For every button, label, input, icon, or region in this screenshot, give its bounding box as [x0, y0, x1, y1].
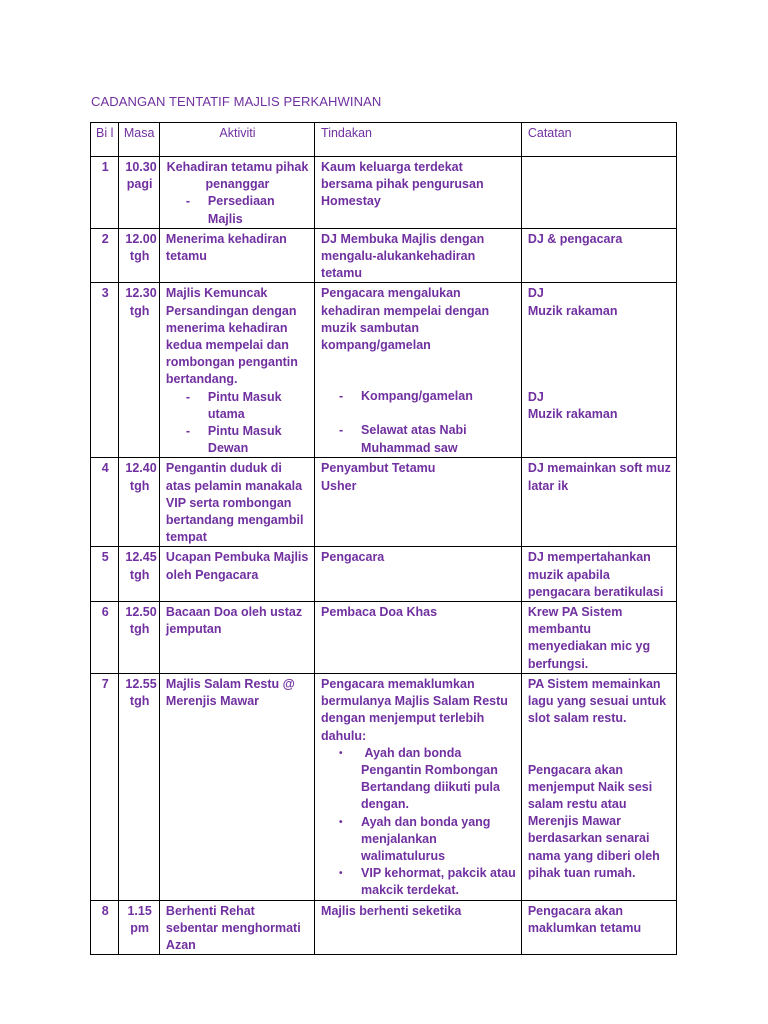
cell-tindakan	[315, 283, 522, 458]
bullet-text: Ayah dan bonda yang menjalankan walimatulurus	[361, 814, 491, 863]
cell-aktiviti: Bacaan Doa oleh ustaz jemputan	[159, 602, 314, 674]
cell-masa: 12.55 tgh	[119, 673, 160, 900]
cell-aktiviti	[159, 283, 314, 458]
table-row	[91, 458, 677, 547]
cell-bil: 4	[91, 458, 119, 547]
cell-catatan: Pengacara akan maklumkan tetamu	[521, 900, 676, 955]
dash-marker: -	[185, 194, 191, 209]
dash-item	[321, 388, 516, 405]
catatan-line: DJ	[527, 286, 544, 301]
table-row	[91, 228, 677, 283]
table-row	[91, 602, 677, 674]
dash-marker: -	[339, 423, 344, 438]
catatan-line: Muzik rakaman	[527, 407, 618, 422]
spacer	[321, 405, 516, 422]
spacer	[528, 320, 671, 389]
dash-text: Pintu Masuk Dewan	[207, 424, 282, 456]
header-masa: Masa	[119, 123, 160, 157]
cell-catatan	[521, 458, 676, 547]
cell-tindakan: Pengacara	[315, 547, 522, 602]
bullet-marker: •	[339, 816, 343, 828]
tindakan-text: Pengacara mengalukan kehadiran mempelai dengan muzik sambutan kompang/gamelan	[321, 286, 490, 353]
cell-tindakan: Kaum keluarga terdekat bersama pihak pengurusan Homestay	[315, 157, 522, 229]
catatan-line: DJ	[527, 389, 544, 404]
cell-aktiviti: Menerima kehadiran tetamu	[159, 228, 314, 283]
cell-catatan: Krew PA Sistem membantu menyediakan mic yg berfungsi.	[521, 602, 676, 674]
cell-bil: 8	[91, 900, 119, 955]
cell-tindakan: Pembaca Doa Khas	[315, 602, 522, 674]
cell-masa: 12.30 tgh	[119, 283, 160, 458]
header-bil: Bi l	[91, 123, 119, 157]
cell-masa: 12.00 tgh	[119, 228, 160, 283]
header-aktiviti: Aktiviti	[159, 123, 314, 157]
tindakan-line: Penyambut Tetamu	[321, 461, 436, 476]
cell-tindakan: DJ Membuka Majlis dengan mengalu-alukankehadiran tetamu	[315, 228, 522, 283]
table-row	[91, 157, 677, 229]
table-row	[91, 673, 677, 900]
cell-bil: 1	[91, 157, 119, 229]
cell-catatan	[521, 283, 676, 458]
dash-text: Selawat atas Nabi Muhammad saw	[361, 423, 467, 455]
cell-aktiviti: Berhenti Rehat sebentar menghormati Azan	[159, 900, 314, 955]
bullet-text: VIP kehormat, pakcik atau makcik terdekat.	[361, 866, 516, 898]
cell-masa: 12.40 tgh	[119, 458, 160, 547]
cell-tindakan	[315, 673, 522, 900]
table-header-row	[91, 123, 677, 157]
bullet-text: Ayah dan bonda Pengantin Rombongan Bertandang diikuti pula dengan.	[361, 745, 504, 812]
table-row	[91, 283, 677, 458]
cell-bil: 6	[91, 602, 119, 674]
cell-masa: 10.30 pagi	[119, 157, 160, 229]
catatan-line: latar ik	[527, 478, 569, 493]
cell-catatan	[521, 673, 676, 900]
dash-item	[166, 423, 309, 457]
catatan-line: Muzik rakaman	[527, 303, 618, 318]
cell-catatan: DJ & pengacara	[521, 228, 676, 283]
bullet-marker: •	[339, 868, 343, 880]
dash-text: Kompang/gamelan	[361, 389, 473, 404]
aktiviti-text: Majlis Kemuncak Persandingan dengan menerima kehadiran kedua mempelai dan rombongan pengantin bertandang.	[165, 286, 298, 387]
cell-catatan	[521, 157, 676, 229]
document-title: CADANGAN TENTATIF MAJLIS PERKAHWINAN	[91, 94, 382, 109]
dash-item	[166, 389, 309, 423]
bullet-item	[321, 814, 516, 866]
cell-aktiviti: Pengantin duduk di atas pelamin manakala VIP serta rombongan bertandang mengambil tempat	[159, 458, 314, 547]
table-row	[91, 900, 677, 955]
spacer	[528, 728, 671, 762]
dash-marker: -	[185, 389, 191, 404]
cell-tindakan	[315, 458, 522, 547]
cell-tindakan: Majlis berhenti seketika	[315, 900, 522, 955]
catatan-line: Pengacara akan menjemput Naik sesi salam restu atau Merenjis Mawar berdasarkan senarai nama yang diberi oleh pihak tuan rumah.	[527, 762, 660, 880]
cell-masa: 12.45 tgh	[119, 547, 160, 602]
cell-catatan: DJ mempertahankan muzik apabila pengacara beratikulasi	[521, 547, 676, 602]
header-tindakan: Tindakan	[315, 123, 522, 157]
cell-bil: 7	[91, 673, 119, 900]
cell-bil: 3	[91, 283, 119, 458]
dash-marker: -	[185, 424, 191, 439]
dash-text: Persediaan Majlis	[207, 194, 275, 226]
table-row	[91, 547, 677, 602]
cell-bil: 5	[91, 547, 119, 602]
dash-item	[321, 422, 516, 456]
dash-marker: -	[339, 389, 344, 404]
tindakan-line: Usher	[321, 478, 357, 493]
bullet-marker: •	[339, 747, 343, 759]
aktiviti-text: Kehadiran tetamu pihak penanggar	[166, 160, 309, 192]
cell-masa: 1.15 pm	[119, 900, 160, 955]
bullet-item	[321, 865, 516, 899]
dash-item	[166, 193, 309, 227]
cell-bil: 2	[91, 228, 119, 283]
cell-aktiviti: Ucapan Pembuka Majlis oleh Pengacara	[159, 547, 314, 602]
catatan-line: DJ memainkan soft muz	[527, 461, 671, 476]
catatan-line: PA Sistem memainkan lagu yang sesuai untuk slot salam restu.	[527, 676, 667, 726]
cell-masa: 12.50 tgh	[119, 602, 160, 674]
spacer	[321, 354, 516, 388]
schedule-table	[90, 122, 677, 955]
bullet-item	[321, 745, 516, 814]
cell-aktiviti: Majlis Salam Restu @ Merenjis Mawar	[159, 673, 314, 900]
cell-aktiviti	[159, 157, 314, 229]
header-catatan: Catatan	[521, 123, 676, 157]
tindakan-text: Pengacara memaklumkan bermulanya Majlis Salam Restu dengan menjemput terlebih dahulu:	[321, 676, 508, 743]
dash-text: Pintu Masuk utama	[207, 389, 282, 421]
